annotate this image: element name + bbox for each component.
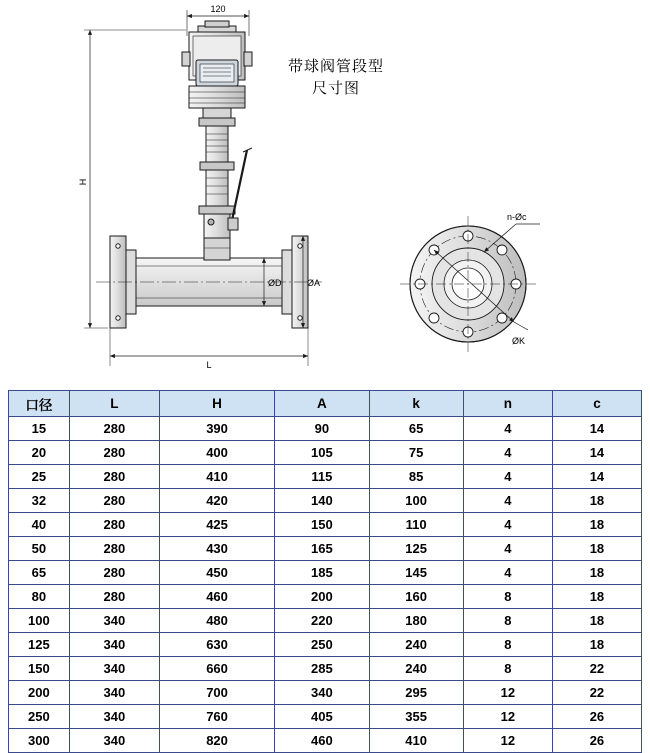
table-cell: 22 (552, 681, 641, 705)
table-cell: 280 (69, 585, 159, 609)
ball-valve-handle (228, 148, 252, 230)
table-cell: 200 (275, 585, 369, 609)
table-cell: 340 (69, 609, 159, 633)
transmitter-housing (182, 21, 252, 108)
table-row (9, 561, 642, 585)
table-cell: 425 (159, 513, 274, 537)
table-cell: 250 (9, 705, 70, 729)
table-header-cell: A (275, 391, 369, 417)
table-cell: 15 (9, 417, 70, 441)
table-cell: 32 (9, 489, 70, 513)
table-row (9, 609, 642, 633)
table-cell: 65 (369, 417, 463, 441)
table-cell: 125 (9, 633, 70, 657)
table-cell: 660 (159, 657, 274, 681)
table-cell: 4 (463, 513, 552, 537)
table-cell: 4 (463, 441, 552, 465)
table-cell: 125 (369, 537, 463, 561)
table-header-cell: L (69, 391, 159, 417)
table-cell: 820 (159, 729, 274, 753)
table-cell: 340 (69, 657, 159, 681)
table-header-row (9, 391, 642, 417)
table-cell: 280 (69, 489, 159, 513)
table-cell: 145 (369, 561, 463, 585)
table-cell: 105 (275, 441, 369, 465)
table-cell: 160 (369, 585, 463, 609)
table-cell: 630 (159, 633, 274, 657)
table-cell: 340 (69, 633, 159, 657)
flange-face-view (400, 216, 540, 352)
dim-label-K: ØK (512, 336, 526, 346)
table-cell: 410 (159, 465, 274, 489)
dimension-table-wrapper (8, 390, 642, 753)
table-cell: 18 (552, 513, 641, 537)
table-cell: 4 (463, 561, 552, 585)
table-cell: 340 (69, 681, 159, 705)
table-cell: 18 (552, 609, 641, 633)
table-cell: 18 (552, 633, 641, 657)
dim-label-L: L (206, 360, 212, 370)
table-cell: 420 (159, 489, 274, 513)
table-header-cell: H (159, 391, 274, 417)
table-cell: 150 (9, 657, 70, 681)
table-cell: 390 (159, 417, 274, 441)
table-cell: 280 (69, 537, 159, 561)
dim-label-H: H (78, 178, 88, 186)
pipe-body (96, 236, 322, 328)
table-cell: 480 (159, 609, 274, 633)
table-cell: 340 (275, 681, 369, 705)
table-cell: 14 (552, 417, 641, 441)
table-header-cell: 口径 (9, 391, 70, 417)
table-row (9, 657, 642, 681)
drawing-title (288, 56, 384, 100)
table-cell: 295 (369, 681, 463, 705)
table-cell: 180 (369, 609, 463, 633)
table-header-cell: k (369, 391, 463, 417)
table-cell: 4 (463, 417, 552, 441)
table-row (9, 537, 642, 561)
table-cell: 760 (159, 705, 274, 729)
table-row (9, 417, 642, 441)
table-cell: 26 (552, 705, 641, 729)
table-cell: 25 (9, 465, 70, 489)
table-cell: 14 (552, 441, 641, 465)
table-cell: 280 (69, 465, 159, 489)
table-cell: 14 (552, 465, 641, 489)
table-row (9, 441, 642, 465)
table-cell: 355 (369, 705, 463, 729)
table-cell: 280 (69, 513, 159, 537)
drawing-title-line2: 尺寸图 (312, 80, 361, 97)
table-cell: 200 (9, 681, 70, 705)
table-cell: 4 (463, 537, 552, 561)
table-cell: 65 (9, 561, 70, 585)
table-cell: 340 (69, 705, 159, 729)
table-cell: 280 (69, 441, 159, 465)
table-cell: 280 (69, 561, 159, 585)
table-header-cell: n (463, 391, 552, 417)
table-cell: 110 (369, 513, 463, 537)
table-cell: 140 (275, 489, 369, 513)
table-cell: 8 (463, 657, 552, 681)
table-cell: 285 (275, 657, 369, 681)
table-cell: 240 (369, 657, 463, 681)
table-cell: 405 (275, 705, 369, 729)
table-cell: 165 (275, 537, 369, 561)
table-cell: 18 (552, 489, 641, 513)
table-cell: 400 (159, 441, 274, 465)
table-row (9, 681, 642, 705)
table-cell: 50 (9, 537, 70, 561)
table-header-cell: c (552, 391, 641, 417)
table-cell: 80 (9, 585, 70, 609)
dim-label-A: ØA (307, 278, 321, 288)
table-cell: 430 (159, 537, 274, 561)
table-cell: 85 (369, 465, 463, 489)
table-row (9, 585, 642, 609)
table-cell: 4 (463, 489, 552, 513)
table-cell: 250 (275, 633, 369, 657)
table-cell: 460 (159, 585, 274, 609)
table-row (9, 513, 642, 537)
table-cell: 280 (69, 417, 159, 441)
table-cell: 90 (275, 417, 369, 441)
dim-label-n-c: n-Øc (507, 212, 527, 222)
table-cell: 100 (9, 609, 70, 633)
table-cell: 115 (275, 465, 369, 489)
table-cell: 4 (463, 465, 552, 489)
table-row (9, 705, 642, 729)
dimension-table (8, 390, 642, 753)
table-cell: 450 (159, 561, 274, 585)
table-cell: 12 (463, 729, 552, 753)
dim-label-D: ØD (268, 278, 282, 288)
table-cell: 20 (9, 441, 70, 465)
table-row (9, 465, 642, 489)
table-cell: 700 (159, 681, 274, 705)
dim-label-120: 120 (210, 4, 226, 14)
table-cell: 340 (69, 729, 159, 753)
table-cell: 8 (463, 585, 552, 609)
table-cell: 18 (552, 537, 641, 561)
table-cell: 300 (9, 729, 70, 753)
table-row (9, 633, 642, 657)
table-cell: 22 (552, 657, 641, 681)
table-cell: 12 (463, 705, 552, 729)
drawing-title-line1: 带球阀管段型 (288, 58, 385, 75)
table-cell: 40 (9, 513, 70, 537)
table-cell: 8 (463, 609, 552, 633)
table-cell: 460 (275, 729, 369, 753)
table-cell: 18 (552, 585, 641, 609)
table-body (9, 417, 642, 753)
table-cell: 220 (275, 609, 369, 633)
table-cell: 150 (275, 513, 369, 537)
table-cell: 410 (369, 729, 463, 753)
table-cell: 185 (275, 561, 369, 585)
table-cell: 18 (552, 561, 641, 585)
table-cell: 12 (463, 681, 552, 705)
table-cell: 26 (552, 729, 641, 753)
table-row (9, 489, 642, 513)
table-cell: 8 (463, 633, 552, 657)
table-cell: 100 (369, 489, 463, 513)
table-cell: 240 (369, 633, 463, 657)
table-cell: 75 (369, 441, 463, 465)
